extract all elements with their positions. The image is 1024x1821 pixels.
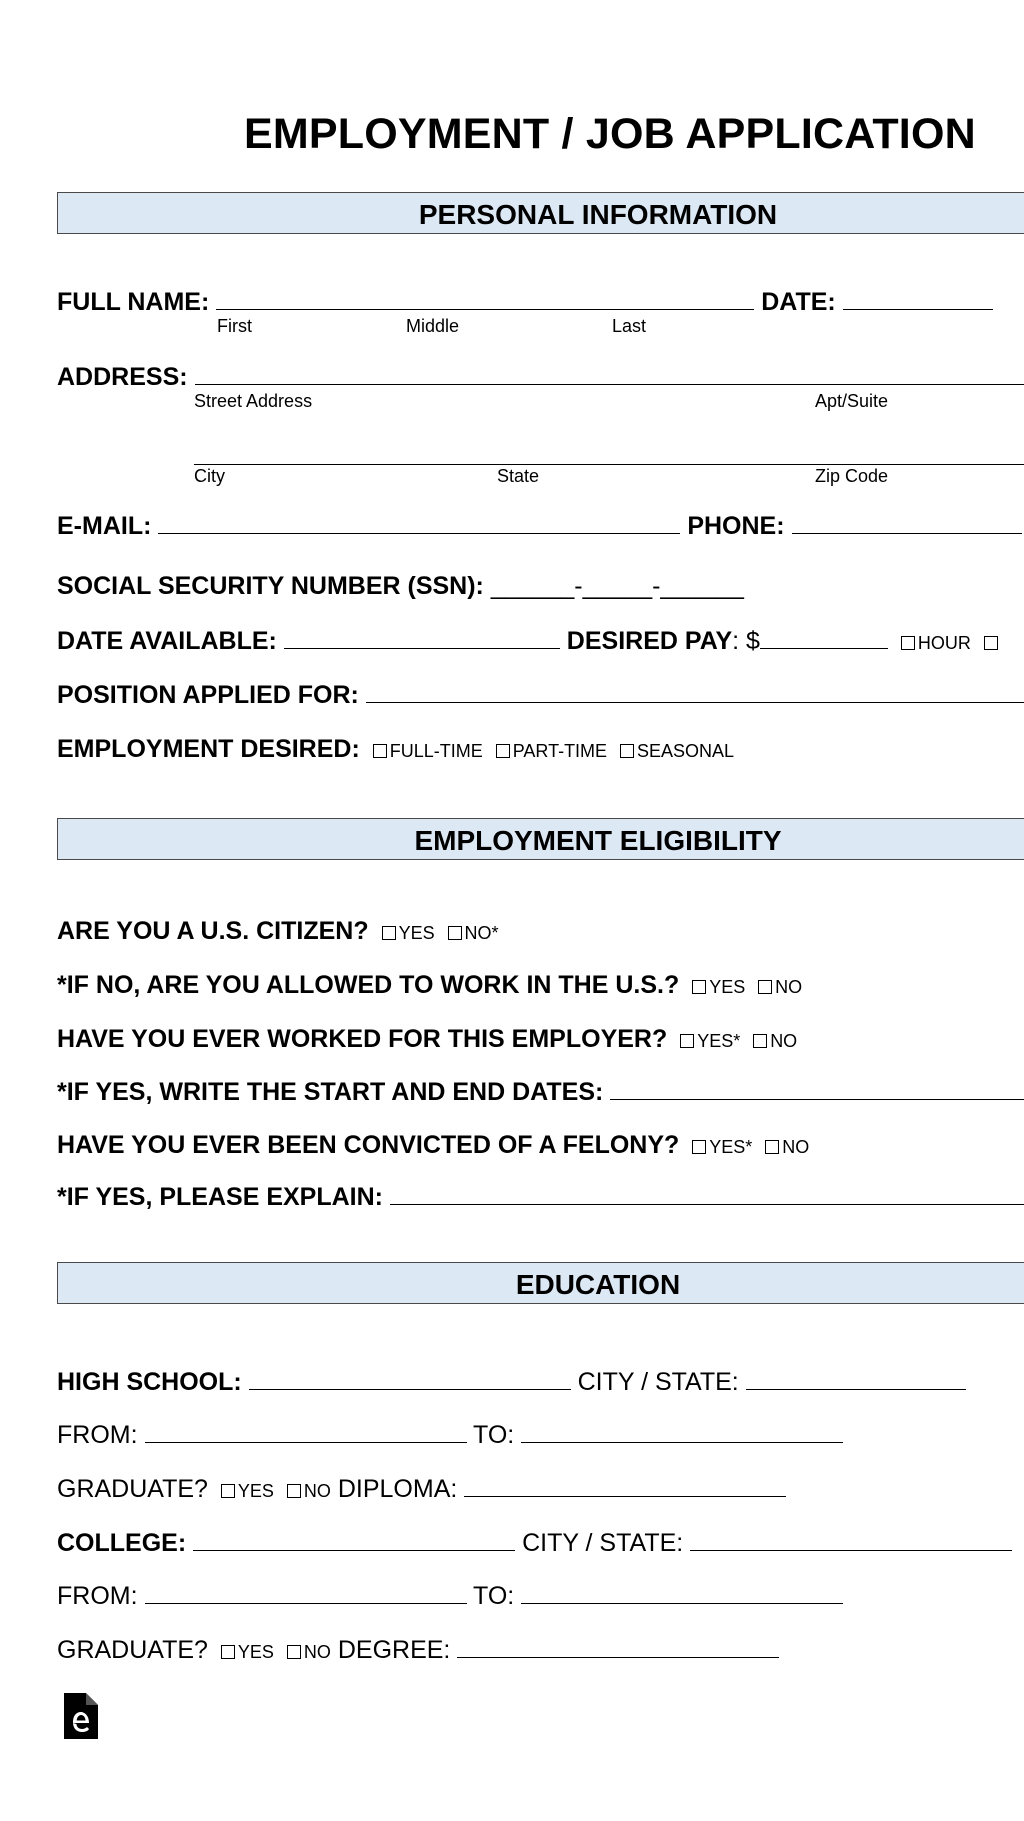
felony-question: HAVE YOU EVER BEEN CONVICTED OF A FELONY?	[57, 1131, 680, 1159]
college-to-field[interactable]	[521, 1581, 843, 1604]
college-to-label: TO:	[473, 1582, 515, 1610]
desired-pay-label: DESIRED PAY	[566, 627, 733, 655]
address-label: ADDRESS:	[57, 363, 188, 391]
ssn-field[interactable]: ______-_____-______	[490, 572, 744, 600]
high-school-label: HIGH SCHOOL:	[57, 1368, 242, 1396]
citizen-no-label: NO*	[464, 923, 499, 943]
college-field[interactable]	[193, 1528, 515, 1551]
street-address-caption: Street Address	[194, 391, 313, 411]
section-title-eligibility: EMPLOYMENT ELIGIBILITY	[414, 825, 782, 856]
phone-label: PHONE:	[687, 512, 785, 540]
seasonal-checkbox[interactable]	[620, 744, 634, 758]
diploma-label: DIPLOMA:	[337, 1475, 458, 1503]
row-dates	[57, 1077, 1024, 1107]
row-ssn	[57, 571, 744, 601]
explain-question: *IF YES, PLEASE EXPLAIN:	[57, 1183, 384, 1211]
city-caption: City	[194, 466, 225, 486]
hour-checkbox[interactable]	[901, 636, 915, 650]
high-school-field[interactable]	[249, 1367, 571, 1390]
email-label: E-MAIL:	[57, 512, 152, 540]
college-graduate-yes-label: YES	[237, 1642, 274, 1662]
hs-graduate-yes-checkbox[interactable]	[221, 1484, 235, 1498]
date-available-label: DATE AVAILABLE:	[57, 627, 277, 655]
felony-yes-checkbox[interactable]	[692, 1140, 706, 1154]
college-label: COLLEGE:	[57, 1529, 187, 1557]
row-college-graduate	[57, 1635, 779, 1667]
worked-question: HAVE YOU EVER WORKED FOR THIS EMPLOYER?	[57, 1025, 668, 1053]
street-address-field[interactable]	[195, 362, 1024, 385]
allowed-yes-label: YES	[709, 977, 746, 997]
section-banner-education	[57, 1262, 1024, 1304]
start-end-dates-field[interactable]	[610, 1077, 1024, 1100]
city-state-zip-field[interactable]	[194, 464, 1024, 465]
date-available-field[interactable]	[284, 626, 560, 649]
allowed-no-label: NO	[775, 977, 803, 997]
row-hs-dates	[57, 1420, 843, 1450]
full-time-checkbox[interactable]	[373, 744, 387, 758]
hs-from-label: FROM:	[57, 1421, 138, 1449]
hs-graduate-no-checkbox[interactable]	[287, 1484, 301, 1498]
worked-no-checkbox[interactable]	[753, 1034, 767, 1048]
dates-question: *IF YES, WRITE THE START AND END DATES:	[57, 1078, 604, 1106]
hs-graduate-yes-label: YES	[237, 1481, 274, 1501]
hs-graduate-label: GRADUATE?	[57, 1475, 208, 1503]
college-from-label: FROM:	[57, 1582, 138, 1610]
section-banner-personal	[57, 192, 1024, 234]
full-name-field[interactable]	[216, 287, 754, 310]
date-label: DATE:	[761, 288, 836, 316]
allowed-question: *IF NO, ARE YOU ALLOWED TO WORK IN THE U.S.?	[57, 971, 680, 999]
college-city-state-field[interactable]	[690, 1528, 1012, 1551]
apt-suite-caption: Apt/Suite	[815, 391, 889, 411]
full-time-label: FULL-TIME	[389, 741, 483, 761]
row-college	[57, 1528, 1012, 1558]
hs-to-label: TO:	[473, 1421, 515, 1449]
row-explain	[57, 1182, 1024, 1212]
row-full-name	[57, 287, 993, 317]
position-field[interactable]	[366, 680, 1024, 703]
full-name-label: FULL NAME:	[57, 288, 210, 316]
row-date-available	[57, 626, 1001, 658]
row-worked	[57, 1024, 797, 1056]
hs-to-field[interactable]	[521, 1420, 843, 1443]
college-city-state-label: CITY / STATE:	[522, 1529, 684, 1557]
felony-yes-label: YES*	[709, 1137, 753, 1157]
email-field[interactable]	[158, 511, 680, 534]
hs-from-field[interactable]	[145, 1420, 467, 1443]
row-email-phone	[57, 511, 1022, 541]
document-e-icon	[64, 1693, 98, 1739]
section-title-personal: PERSONAL INFORMATION	[418, 199, 778, 230]
worked-yes-checkbox[interactable]	[680, 1034, 694, 1048]
degree-field[interactable]	[457, 1635, 779, 1658]
page-title: EMPLOYMENT / JOB APPLICATION	[244, 110, 976, 158]
employment-desired-label: EMPLOYMENT DESIRED:	[57, 735, 360, 763]
explain-field[interactable]	[390, 1182, 1024, 1205]
college-graduate-no-checkbox[interactable]	[287, 1645, 301, 1659]
row-address	[57, 362, 1024, 392]
row-allowed	[57, 970, 802, 1002]
zip-code-caption: Zip Code	[815, 466, 889, 486]
diploma-field[interactable]	[464, 1474, 786, 1497]
college-graduate-yes-checkbox[interactable]	[221, 1645, 235, 1659]
position-label: POSITION APPLIED FOR:	[57, 681, 359, 709]
date-field[interactable]	[843, 287, 993, 310]
allowed-no-checkbox[interactable]	[758, 980, 772, 994]
desired-pay-field[interactable]	[760, 626, 888, 649]
desired-pay-prefix: : $	[732, 627, 760, 655]
row-citizen	[57, 916, 499, 948]
ssn-label: SOCIAL SECURITY NUMBER (SSN):	[57, 572, 484, 600]
allowed-yes-checkbox[interactable]	[692, 980, 706, 994]
hs-city-state-field[interactable]	[746, 1367, 966, 1390]
citizen-question: ARE YOU A U.S. CITIZEN?	[57, 917, 369, 945]
citizen-yes-checkbox[interactable]	[382, 926, 396, 940]
row-felony	[57, 1130, 809, 1162]
felony-no-checkbox[interactable]	[765, 1140, 779, 1154]
row-position	[57, 680, 1024, 710]
name-middle-caption: Middle	[406, 316, 460, 336]
name-last-caption: Last	[612, 316, 647, 336]
salary-checkbox[interactable]	[984, 636, 998, 650]
section-banner-eligibility	[57, 818, 1024, 860]
row-employment-desired	[57, 734, 734, 766]
college-from-field[interactable]	[145, 1581, 467, 1604]
college-graduate-label: GRADUATE?	[57, 1636, 208, 1664]
degree-label: DEGREE:	[337, 1636, 451, 1664]
phone-field[interactable]	[792, 511, 1022, 534]
row-hs-graduate	[57, 1474, 786, 1506]
citizen-no-checkbox[interactable]	[448, 926, 462, 940]
worked-yes-label: YES*	[697, 1031, 741, 1051]
worked-no-label: NO	[770, 1031, 798, 1051]
state-caption: State	[497, 466, 540, 486]
row-high-school	[57, 1367, 966, 1397]
name-first-caption: First	[217, 316, 252, 336]
seasonal-label: SEASONAL	[637, 741, 735, 761]
hs-city-state-label: CITY / STATE:	[577, 1368, 739, 1396]
citizen-yes-label: YES	[398, 923, 435, 943]
hs-graduate-no-label: NO	[303, 1481, 331, 1501]
part-time-label: PART-TIME	[512, 741, 608, 761]
felony-no-label: NO	[782, 1137, 810, 1157]
college-graduate-no-label: NO	[303, 1642, 331, 1662]
section-title-education: EDUCATION	[515, 1269, 681, 1300]
part-time-checkbox[interactable]	[496, 744, 510, 758]
row-college-dates	[57, 1581, 843, 1611]
hour-label: HOUR	[917, 633, 971, 653]
